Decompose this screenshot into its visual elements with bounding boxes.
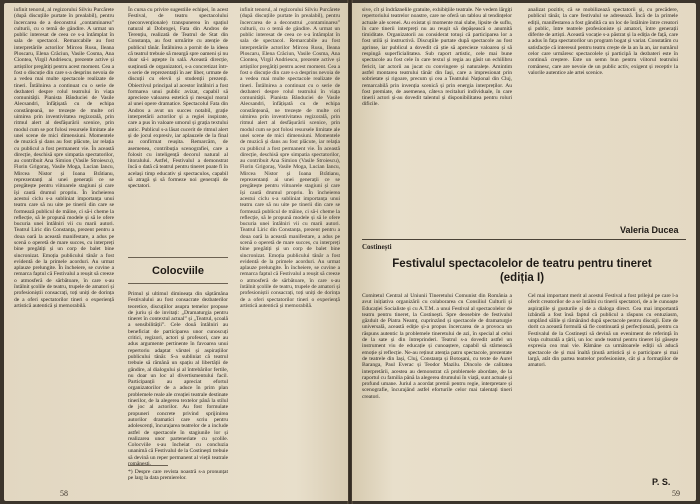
author-signature-ps: P. S. (652, 477, 671, 487)
page-number-right: 59 (672, 489, 680, 498)
article-divider (362, 239, 686, 240)
section-title-colocviile: Colocviile (152, 265, 204, 277)
right-page-bottom-column-2: Cel mai important merit al acestui Festival a fost prilejul pe care l-a oferit creatorilor de a se întâlni cu tinerii spectatori, de a le cunoaște aspirațiile și gusturile și de a dialoga direct. Cea mai importantă izbândă a fost însă faptul că publicul a răspuns cu entuziasm, umplând sălile și rămânând după spectacole pentru discuții. Este de dorit ca această formulă să fie continuată și perfecționată, pentru ca Festivalul de la Costinești să devină un eveniment de referință în viața culturală a țării, un loc unde teatrul pentru tineret își găsește expresia cea mai vie. Rămâne ca următoarele ediții să aducă spectacole de și mai înaltă ținută artistică și o participare și mai largă, atât din partea teatrelor profesioniste, cât și a formațiilor de amatori. (528, 293, 678, 369)
page-number-left: 58 (60, 489, 68, 498)
article-title: Festivalul spectacolelor de teatru pentru tineret (ediția I) (392, 258, 652, 284)
section-divider-bottom (128, 283, 228, 284)
footnote-rule (128, 465, 168, 466)
location-kicker: Costinești (362, 243, 392, 251)
left-page (4, 3, 348, 501)
left-page-column-2: În cursa cu privire sugestiile echipei, în acest Festival, de teatru spectacolului (neconvenționale) transpunerea în spațiul natural al Dobrogei, Fata din Andros de Terențiu, realizată de Teatrul de Stat din Constanța, au fost urmărite cu atenție de publicul tânăr. Întâlnirea a pornit de la ideea că teatrul trebuie să meargă spre oameni și nu doar să-i aștepte în sală. Această direcție, susținută de organizatori, s-a concretizat într-o serie de reprezentații în aer liber, urmate de discuții cu elevii și studenții prezenți. Obiectivul principal al acestor întâlniri a fost formarea unui public avizat, capabil să aprecieze valoarea estetică și mesajul moral al unei opere dramatice. Spectacolul Fata din Andros a avut un succes notabil, grație interpretării actorilor și a regiei inspirate, care a pus în valoare umorul și grația textului antic. Publicul s-a lăsat cucerit de ritmul alert și de jocul expresiv, iar aplauzele de la final au confirmat reușita. Remarcăm, de asemenea, contribuția scenografiei, care a folosit cu inteligență decorul natural al litoralului. Astfel, Festivalul a demonstrat încă o dată că teatrul pentru tineret poate fi în același timp educativ și spectaculos, capabil să atragă și să formeze noi generații de spectatori. (128, 7, 228, 190)
right-page (352, 3, 696, 501)
left-page-column-3: Primul și ultimul dimineața din săptămâna Festivalului au fost consacrate dezbaterilor teoretice, discuțiilor asupra temelor propuse de juriu și de invitați: „Dramaturgia pentru tineret în contextul actual” și „Teatrul, școală a sensibilității”. Cele două întâlniri au beneficiat de participarea unor cunoscuți critici, regizori, actori și profesori, care au adus argumente pertinente în favoarea unui repertoriu adaptat vârstei și aspirațiilor publicului tânăr. S-a subliniat că teatrul trebuie să rămână un spațiu al libertății de gândire, al dialogului și al întrebărilor fertile, nu doar un loc al divertismentului facil. Participanții au apreciat efortul organizatorilor de a aduce în prim plan problemele reale ale creației teatrale destinate tinerilor, de la alegerea textelor până la stilul de joc al actorilor. Au fost formulate propuneri concrete privind sprijinirea autorilor dramatici care scriu pentru adolescenți, încurajarea teatrelor de a include astfel de spectacole în stagiunile lor și realizarea unor parteneriate cu școlile. Colocviile s-au încheiat cu concluzia unanimă că Festivalul de la Costinești trebuie să devină un reper permanent al vieții teatrale (128, 291, 228, 461)
footnote: *) Despre care revista noastră s-a pronunțat pe larg la data premierelor. (128, 469, 228, 482)
left-page-column-1: infinit tenorul, al regizorului Silviu Purcărete (după discuțiile purtate în prealabil), pentru încercarea de a deconstrui „contaminarea” culturii, cu o temă de gândire. A urmat un public interesat de ceea ce s-a întâmplat în sala de spectacol. Remarcabile au fost interpretările actorilor Mircea Rusu, Ileana Ploscaru, Elena Crăciun, Vasile Cosma, Ana Ciontea, Virgil Andriescu, prezente active și artiștilor pregătiți pentru acest moment. Cea a fost o discuție din care s-a desprins nevoia de a vedea mai multe spectacole realizate de tineri. Întâlnirea a continuat cu o serie de dezbateri despre rolul teatrului în viața comunității. Pianista Bănduciei de Vasile Alecsandri, înfățișată cu de echipa constănțeană, ne trezește de multe ori uimirea prin inventivitatea regizorală, prin ritmul alert al desfășurării scenice, prin modul cum se pot folosi resursele limitate ale unei scene de mici dimensiuni. Momentele de muzică și dans au fost plăcute, iar relația cu publicul a fost permanent vie. În această direcție, deschisă spre simpatia spectatorilor, au contribuit Ana Simion (Vasile Stroiescu), Florin Grigoraș, Vasile Moga, Lucian Iancu, Mircea Nistor și Ioana Brătianu, reprezentanți ai unei generații ce se pregătește pentru viitoarele stagiuni și care își caută drumul propriu. În încheierea acestui ciclu s-a subliniat importanța unui teatru care să nu uite pe tinerii din care se formează publicul de mâine, ci să-i cheme la reflecție, să le propună modele și să le ofere bucuria unei întâlniri vii cu marii autori. Teatrul Liric din Constanța, prezent pentru a doua oară la această manifestare, a adus pe scenă o operetă de mare succes, cu interpreți bine pregătiți și un corp de balet bine sincronizat. Emoția publicului tânăr a fost evidentă de la primele acorduri. Au urmat aplauze prelungite. În încheiere, se cuvine a remarca faptul că Festivalul a reușit să creeze o atmosferă de sărbătoare, în care s-au întâlnit școlile de teatru, trupele de amatori și profesioniștii consacrați, toți uniți de dorința de a oferi spectatorilor tineri o experiență artistică autentică și memorabilă. (14, 7, 115, 309)
right-page-bottom-column-1: Comitetul Central al Uniunii Tineretului Comunist din România a avut inițiativa organizării cu colaborarea cu Consiliul Culturii și Educației Socialiste și cu A.T.M. a unui Festival al spectacolelor de teatru pentru tineret, la Costinești. Spre deosebire de festivalul găzduit de Piatra Neamț, cuprinzând și spectacole de dramaturgie universală, această ediție și-a propus încercarea de a provoca un răspuns autentic la problemele tineretului de azi, în special al celui de la sate și din întreprinderi. Teatrul s-a dovedit astfel un instrument viu de educație și cunoaștere, capabil să stârnească emoție și reflecție. Ne-au reținut atenția patru spectacole, prezentate de teatrele din Iași, Cluj, Constanța și Botoșani, cu texte de Aurel Baranga, Paul Everac și Teodor Mazilu. Dincolo de calitatea interpretării, acestea au demonstrat că problemele abordate, de la raportul cu familia până la alegerea drumului în viață, sunt actuale și profund umane. Juriul a acordat premii pentru regie, interpretare și scenografie, încurajând astfel eforturile celor mai talentați tineri creatori. (362, 293, 512, 400)
section-divider-top (128, 257, 228, 258)
author-signature-valeria-ducea: Valeria Ducea (620, 225, 679, 235)
right-page-top-column-1: sive, cît și îndrăznelile gratuite, exhibițiile teatrale. Ne vedem lărgiți repertoriului teatrelor noastre, care ne oferă un tablou al tendințelor actuale ale scenei. Au existat și momente mai slabe, lipsite de suflu, în care tinerii interpreți nu au reușit să depășească o anumită timiditate. Organizatorii au considerat totuși că participarea lor a fost utilă și instructivă. Discuțiile purtate după spectacole au fost aprinse, iar publicul a dovedit că știe să aprecieze valoarea și să respingă superficialitatea. Sub raport artistic, cele mai bune spectacole au fost cele în care textul și regia au găsit un echilibru fericit, iar actorii au jucat cu convingere și naturalețe. Amintim astfel montarea teatrului tânăr din Iași, care a impresionat prin sobrietate și rigoare, precum și cea a Teatrului Național din Cluj, remarcabilă prin invenția scenică și prin energia interpreților. Au fost premiate, de asemenea, câteva recitaluri individuale, în care tinerii actori și-au dovedit talentul și disponibilitatea pentru roluri dificile. (362, 7, 512, 108)
left-page-column-4: infinit tenorul, al regizorului Silviu Purcărete (după discuțiile purtate în prealabil), pentru încercarea de a deconstrui „contaminarea” culturii, cu o temă de gândire. A urmat un public interesat de ceea ce s-a întâmplat în sala de spectacol. Remarcabile au fost interpretările actorilor Mircea Rusu, Ileana Ploscaru, Elena Crăciun, Vasile Cosma, Ana Ciontea, Virgil Andriescu, prezente active și artiștilor pregătiți pentru acest moment. Cea a fost o discuție din care s-a desprins nevoia de a vedea mai multe spectacole realizate de tineri. Întâlnirea a continuat cu o serie de dezbateri despre rolul teatrului în viața comunității. Pianista Bănduciei de Vasile Alecsandri, înfățișată cu de echipa constănțeană, ne trezește de multe ori uimirea prin inventivitatea regizorală, prin ritmul alert al desfășurării scenice, prin modul cum se pot folosi resursele limitate ale unei scene de mici dimensiuni. Momentele de muzică și dans au fost plăcute, iar relația cu publicul a fost permanent vie. În această direcție, deschisă spre simpatia spectatorilor, au contribuit Ana Simion (Vasile Stroiescu), Florin Grigoraș, Vasile Moga, Lucian Iancu, Mircea Nistor și Ioana Brătianu, reprezentanți ai unei generații ce se pregătește pentru viitoarele stagiuni și care își caută drumul propriu. În încheierea acestui ciclu s-a subliniat importanța unui teatru care să nu uite pe tinerii din care se formează publicul de mâine, ci să-i cheme la reflecție, să le propună modele și să le ofere bucuria unei întâlniri vii cu marii autori. Teatrul Liric din Constanța, prezent pentru a doua oară la această manifestare, a adus pe scenă o operetă de mare succes, cu interpreți bine pregătiți și un corp de balet bine sincronizat. Emoția publicului tânăr a fost evidentă de la primele acorduri. Au urmat aplauze prelungite. În încheiere, se cuvine a remarca faptul că Festivalul a reușit să creeze o atmosferă de sărbătoare, în care s-au întâlnit școlile de teatru, trupele de amatori și profesioniștii consacrați, toți uniți de dorința de a oferi spectatorilor tineri o experiență artistică autentică și memorabilă. (240, 7, 341, 309)
right-page-top-column-2: analizat pozitiv, că se mobilizează spectatorii și, cu precădere, publicul tânăr, la care festivalul se adresează. Încă de la primele ediții, manifestarea a fost gândită ca un loc de întâlnire între creatori și public, între teatrele profesioniste și amatori, între generații diferite de artiști. Această vocație s-a păstrat și la ediția de față, care a adus în fața spectatorilor un program bogat și variat. Constatăm cu satisfacție că interesul pentru teatru crește de la an la an, iar numărul celor care urmăresc spectacolele și participă la dezbateri este în continuă creștere. Este un semn bun pentru viitorul teatrului românesc, care are nevoie de un public activ, exigent și receptiv la valorile autentice ale artei scenice. (528, 7, 678, 76)
